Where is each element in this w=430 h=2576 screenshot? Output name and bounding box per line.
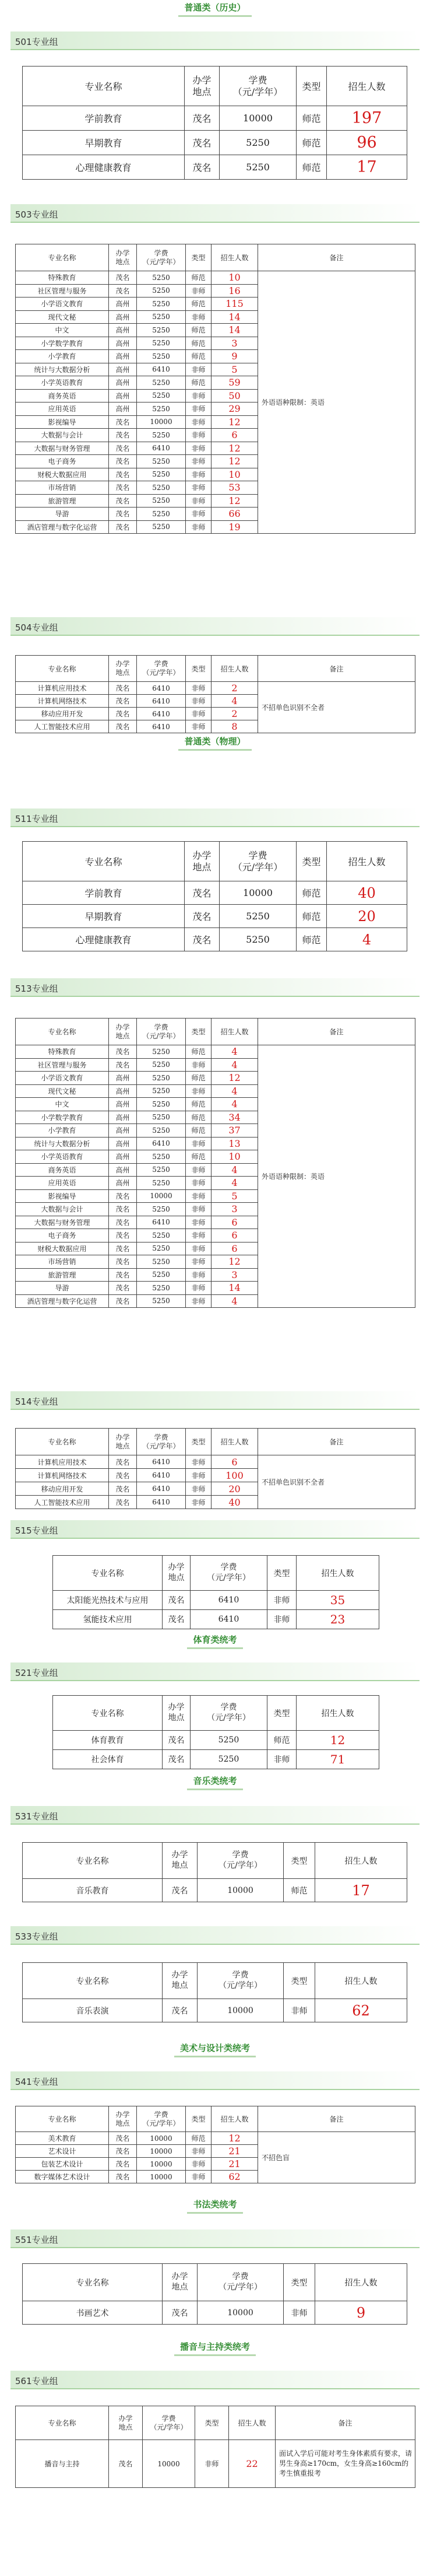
col-count: 招生人数 [315, 1843, 407, 1879]
group-514-header: 514专业组 [10, 1391, 420, 1410]
col-loc: 办学 地点 [163, 1963, 198, 1999]
table-row: 中文 高州 5250 师范 14 [16, 324, 415, 337]
group-541-header: 541专业组 [10, 2071, 420, 2090]
table-515 [52, 1555, 379, 1629]
section-title-calligraphy: 书法类统考 [0, 2198, 430, 2214]
col-major: 专业名称 [16, 2406, 109, 2440]
col-note: 备注 [258, 1429, 415, 1455]
table-row: 包装艺术设计 茂名 10000 非师 21 [16, 2158, 415, 2171]
col-loc: 办学 地点 [163, 2264, 198, 2301]
col-count: 招生人数 [327, 66, 407, 106]
group-551-header: 551专业组 [10, 2230, 420, 2248]
group-521-header: 521专业组 [10, 1662, 420, 1681]
col-loc: 办学 地点 [163, 1556, 191, 1591]
table-row: 应用英语 高州 5250 非师 29 [16, 402, 415, 416]
group-503-header: 503专业组 [10, 204, 420, 223]
col-loc: 办学 地点 [109, 244, 137, 271]
col-loc: 办学 地点 [109, 656, 137, 682]
table-row: 小学教育 高州 5250 师范 37 [16, 1124, 415, 1138]
table-row: 特殊教育 茂名 5250 师范 4 外语语种限制：英语 [16, 1045, 415, 1059]
table-row: 移动应用开发 茂名 6410 非师 2 [16, 708, 415, 720]
table-row: 大数据与财务管理 茂名 6410 非师 6 [16, 1216, 415, 1229]
col-fee: 学费 （元/学年） [137, 1019, 186, 1045]
col-major: 专业名称 [23, 66, 185, 106]
table-row: 计算机网络技术 茂名 6410 非师 4 [16, 695, 415, 708]
group-513-header: 513专业组 [10, 978, 420, 997]
table-row: 酒店管理与数字化运营 茂名 5250 非师 19 [16, 520, 415, 534]
table-514 [15, 1428, 415, 1509]
col-fee: 学费 （元/学年） [137, 656, 186, 682]
col-type: 类型 [267, 1556, 297, 1591]
col-major: 专业名称 [23, 1843, 163, 1879]
note-561: 面试入学后可能对考生身体素质有要求，请男生身高≥170cm，女生身高≥160cm的考生慎重报考 [276, 2440, 415, 2488]
table-561 [15, 2406, 415, 2488]
col-count: 招生人数 [212, 656, 258, 682]
col-fee: 学费 （元/学年） [143, 2406, 195, 2440]
table-row: 现代文秘 高州 5250 非师 14 [16, 310, 415, 324]
col-loc: 办学 地点 [109, 2406, 143, 2440]
table-row: 书画艺术 茂名 10000 非师 9 [23, 2301, 407, 2325]
table-504 [15, 655, 415, 733]
col-loc: 办学 地点 [109, 1019, 137, 1045]
col-major: 专业名称 [23, 2264, 163, 2301]
table-row: 导游 茂名 5250 非师 66 [16, 508, 415, 521]
table-row: 心理健康教育 茂名 5250 师范 17 [23, 155, 407, 180]
section-title-pe: 体育类统考 [0, 1633, 430, 1649]
group-515-header: 515专业组 [10, 1520, 420, 1539]
note-541: 不招色盲 [258, 2132, 415, 2183]
table-row: 影视编导 茂名 10000 非师 12 [16, 415, 415, 429]
table-row: 电子商务 茂名 5250 非师 12 [16, 455, 415, 468]
note-514: 不招单色识别不全者 [258, 1455, 415, 1509]
col-note: 备注 [258, 244, 415, 271]
table-row: 早期教育 茂名 5250 师范 96 [23, 131, 407, 155]
col-count: 招生人数 [315, 2264, 407, 2301]
table-row: 电子商务 茂名 5250 非师 6 [16, 1229, 415, 1242]
table-row: 社区管理与服务 茂名 5250 非师 16 [16, 284, 415, 298]
table-503 [15, 244, 415, 534]
group-501-header: 501专业组 [10, 32, 420, 50]
col-note: 备注 [258, 1019, 415, 1045]
section-title-art: 美术与设计类统考 [0, 2042, 430, 2057]
table-row: 酒店管理与数字化运营 茂名 5250 非师 4 [16, 1294, 415, 1308]
section-title-history: 普通类（历史） [0, 1, 430, 17]
table-513 [15, 1018, 415, 1308]
table-row: 计算机应用技术 茂名 6410 非师 2 不招单色识别不全者 [16, 682, 415, 695]
table-row: 小学数学教育 高州 5250 师范 3 [16, 337, 415, 350]
col-note: 备注 [258, 2106, 415, 2132]
table-533 [22, 1962, 407, 2022]
table-row: 音乐表演 茂名 10000 非师 62 [23, 1999, 407, 2022]
col-count: 招生人数 [315, 1963, 407, 1999]
table-row: 旅游管理 茂名 5250 非师 12 [16, 494, 415, 508]
group-533-header: 533专业组 [10, 1926, 420, 1945]
col-major: 专业名称 [16, 2106, 109, 2132]
col-loc: 办学 地点 [163, 1843, 198, 1879]
table-row: 大数据与会计 茂名 5250 非师 3 [16, 1203, 415, 1216]
col-count: 招生人数 [212, 1019, 258, 1045]
col-fee: 学费 （元/学年） [191, 1556, 267, 1591]
col-type: 类型 [297, 66, 327, 106]
col-fee: 学费 （元/学年） [137, 244, 186, 271]
table-501 [22, 66, 407, 180]
table-511 [22, 841, 407, 951]
group-504-header: 504专业组 [10, 617, 420, 636]
col-count: 招生人数 [212, 2106, 258, 2132]
col-count: 招生人数 [229, 2406, 276, 2440]
col-fee: 学费 （元/学年） [137, 1429, 186, 1455]
table-row: 社区管理与服务 茂名 5250 非师 4 [16, 1058, 415, 1072]
section-title-broadcast: 播音与主持类统考 [0, 2340, 430, 2356]
col-loc: 办学 地点 [185, 66, 220, 106]
col-type: 类型 [267, 1696, 297, 1731]
col-type: 类型 [195, 2406, 229, 2440]
table-row: 计算机应用技术 茂名 6410 非师 6 不招单色识别不全者 [16, 1455, 415, 1469]
col-type: 类型 [186, 244, 212, 271]
table-row: 小学数学教育 高州 5250 师范 34 [16, 1111, 415, 1124]
col-major: 专业名称 [23, 842, 185, 881]
col-major: 专业名称 [23, 1963, 163, 1999]
col-note: 备注 [258, 656, 415, 682]
col-type: 类型 [186, 656, 212, 682]
col-loc: 办学 地点 [109, 1429, 137, 1455]
table-row: 心理健康教育 茂名 5250 师范 4 [23, 928, 407, 951]
table-row: 商务英语 高州 5250 非师 50 [16, 389, 415, 402]
table-row: 大数据与财务管理 茂名 6410 非师 12 [16, 442, 415, 455]
col-fee: 学费 （元/学年） [198, 2264, 284, 2301]
group-531-header: 531专业组 [10, 1806, 420, 1825]
group-511-header: 511专业组 [10, 808, 420, 827]
table-row: 学前教育 茂名 10000 师范 40 [23, 881, 407, 905]
col-count: 招生人数 [212, 1429, 258, 1455]
col-major: 专业名称 [16, 656, 109, 682]
section-title-physics: 普通类（物理） [0, 735, 430, 751]
col-fee: 学费 （元/学年） [198, 1963, 284, 1999]
table-row: 小学语文教育 高州 5250 师范 12 [16, 1072, 415, 1085]
table-row: 早期教育 茂名 5250 师范 20 [23, 905, 407, 928]
table-531 [22, 1842, 407, 1902]
table-row: 统计与大数据分析 高州 6410 非师 13 [16, 1137, 415, 1150]
col-type: 类型 [186, 2106, 212, 2132]
table-551 [22, 2263, 407, 2325]
col-type: 类型 [284, 2264, 315, 2301]
table-row: 小学教育 高州 5250 师范 9 [16, 350, 415, 363]
table-row: 太阳能光热技术与应用 茂名 6410 非师 35 [53, 1591, 379, 1610]
table-row: 计算机网络技术 茂名 6410 非师 100 [16, 1469, 415, 1482]
note-503: 外语语种限制：英语 [258, 271, 415, 534]
group-561-header: 561专业组 [10, 2371, 420, 2389]
col-type: 类型 [284, 1963, 315, 1999]
section-title-music: 音乐类统考 [0, 1774, 430, 1790]
table-541 [15, 2106, 415, 2183]
col-major: 专业名称 [16, 1429, 109, 1455]
table-row: 移动应用开发 茂名 6410 非师 20 [16, 1482, 415, 1496]
col-type: 类型 [186, 1429, 212, 1455]
table-row: 旅游管理 茂名 5250 非师 3 [16, 1268, 415, 1282]
col-type: 类型 [297, 842, 327, 881]
table-row: 小学英语教育 高州 5250 师范 59 [16, 376, 415, 390]
col-note: 备注 [276, 2406, 415, 2440]
table-row: 氢能技术应用 茂名 6410 非师 23 [53, 1610, 379, 1629]
table-row: 导游 茂名 5250 非师 14 [16, 1282, 415, 1295]
col-major: 专业名称 [16, 1019, 109, 1045]
table-row: 播音与主持 茂名 10000 非师 22 面试入学后可能对考生身体素质有要求，请男生身高≥170cm，女生身高≥160cm的考生慎重报考 [16, 2440, 415, 2488]
table-row: 社会体育 茂名 5250 非师 71 [53, 1750, 379, 1769]
table-row: 体育教育 茂名 5250 师范 12 [53, 1731, 379, 1750]
table-row: 数字媒体艺术设计 茂名 10000 非师 62 [16, 2171, 415, 2183]
col-major: 专业名称 [53, 1696, 163, 1731]
note-513: 外语语种限制：英语 [258, 1045, 415, 1308]
col-type: 类型 [284, 1843, 315, 1879]
table-row: 小学语文教育 高州 5250 师范 115 [16, 298, 415, 311]
col-loc: 办学 地点 [185, 842, 220, 881]
table-row: 影视编导 茂名 10000 非师 5 [16, 1189, 415, 1203]
table-row: 财税大数据应用 茂名 5250 非师 10 [16, 468, 415, 481]
table-row: 统计与大数据分析 高州 6410 非师 5 [16, 363, 415, 376]
table-row: 中文 高州 5250 师范 4 [16, 1098, 415, 1111]
table-row: 市场营销 茂名 5250 非师 53 [16, 481, 415, 495]
col-count: 招生人数 [212, 244, 258, 271]
table-row: 人工智能技术应用 茂名 6410 非师 8 [16, 720, 415, 733]
col-fee: 学费 （元/学年） [191, 1696, 267, 1731]
col-major: 专业名称 [16, 244, 109, 271]
col-count: 招生人数 [327, 842, 407, 881]
col-fee: 学费 （元/学年） [137, 2106, 186, 2132]
table-row: 美术教育 茂名 10000 师范 12 不招色盲 [16, 2132, 415, 2145]
col-count: 招生人数 [297, 1556, 379, 1591]
table-row: 商务英语 高州 5250 非师 4 [16, 1163, 415, 1177]
table-row: 小学英语教育 高州 5250 师范 10 [16, 1150, 415, 1164]
table-row: 财税大数据应用 茂名 5250 非师 6 [16, 1242, 415, 1255]
col-major: 专业名称 [53, 1556, 163, 1591]
col-fee: 学费 （元/学年） [220, 66, 297, 106]
table-row: 应用英语 高州 5250 非师 4 [16, 1177, 415, 1190]
table-row: 音乐教育 茂名 10000 师范 17 [23, 1879, 407, 1902]
col-loc: 办学 地点 [163, 1696, 191, 1731]
table-row: 艺术设计 茂名 10000 非师 21 [16, 2145, 415, 2158]
col-fee: 学费 （元/学年） [220, 842, 297, 881]
col-loc: 办学 地点 [109, 2106, 137, 2132]
col-count: 招生人数 [297, 1696, 379, 1731]
table-row: 人工智能技术应用 茂名 6410 非师 40 [16, 1496, 415, 1509]
col-fee: 学费 （元/学年） [198, 1843, 284, 1879]
table-row: 大数据与会计 茂名 5250 非师 6 [16, 429, 415, 442]
table-row: 学前教育 茂名 10000 师范 197 [23, 106, 407, 131]
note-504: 不招单色识别不全者 [258, 682, 415, 733]
table-row: 市场营销 茂名 5250 非师 12 [16, 1255, 415, 1269]
table-521 [52, 1695, 379, 1769]
table-row: 特殊教育 茂名 5250 师范 10 外语语种限制：英语 [16, 271, 415, 285]
table-row: 现代文秘 高州 5250 非师 4 [16, 1084, 415, 1098]
col-type: 类型 [186, 1019, 212, 1045]
